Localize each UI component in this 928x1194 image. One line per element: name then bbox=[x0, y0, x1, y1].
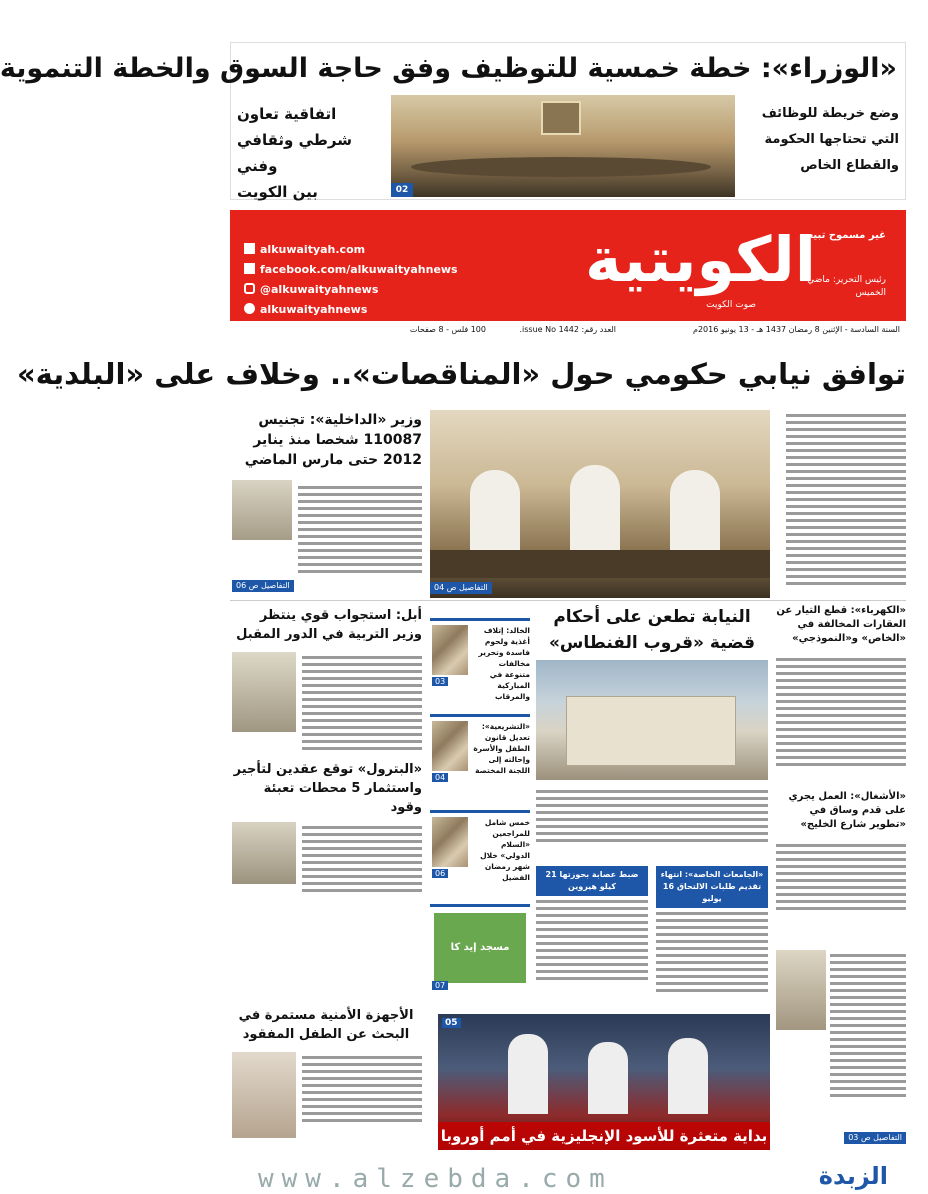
sidebar-text: الخالد: إتلاف أغذية ولحوم فاسدة وتحرير مخالفات متنوعة في المباركية والمرقاب bbox=[478, 626, 530, 701]
kahraba-story bbox=[776, 604, 906, 784]
main-details[interactable]: التفاصيل ص 04 bbox=[430, 582, 492, 594]
social-facebook[interactable] bbox=[244, 260, 484, 280]
sidebar-page: 07 bbox=[432, 981, 448, 990]
left-item: اتفاقية تعاون bbox=[237, 105, 337, 123]
social-twitter[interactable] bbox=[244, 300, 484, 320]
portrait-icon bbox=[541, 101, 581, 135]
education-story bbox=[230, 606, 422, 756]
meeting-table bbox=[430, 550, 770, 578]
masthead-logo: الكويتية bbox=[585, 223, 816, 296]
top-banner-right-items bbox=[749, 101, 899, 179]
sidebar-text: «التشريعية»: تعديل قانون الطفل والأسرة وإحالته إلى اللجنة المختصة bbox=[473, 722, 530, 775]
right-item: التي تحتاجها الحكومة bbox=[764, 132, 899, 147]
issue-line: العدد رقم: 1442 issue No. bbox=[519, 325, 616, 334]
ashghal-story bbox=[776, 790, 906, 1150]
social-instagram[interactable] bbox=[244, 280, 484, 300]
masthead-tagline: غير مسموح تبيعه bbox=[801, 230, 886, 241]
child-photo bbox=[232, 1052, 296, 1138]
blue-box-left bbox=[536, 866, 648, 996]
prosecution-title: النيابة تطعن على أحكام قضية «قروب الفنطاس» bbox=[548, 607, 756, 653]
masthead bbox=[230, 210, 906, 338]
security-text bbox=[302, 1052, 422, 1126]
masthead-info-bar bbox=[230, 320, 906, 338]
education-text bbox=[302, 652, 422, 754]
right-item: والقطاع الخاص bbox=[800, 158, 899, 173]
player-figure bbox=[508, 1034, 548, 1114]
blue-left-title: ضبط عصابة بحوزتها 21 كيلو هيروين bbox=[536, 866, 648, 896]
kahraba-title: «الكهرباء»: قطع التيار عن العقارات المخالفة في «الخاص» و«النموذجي» bbox=[776, 605, 906, 644]
education-title: أبل: استجواب قوي ينتظر وزير التربية في الدور المقبل bbox=[236, 608, 422, 642]
social-links bbox=[244, 240, 484, 320]
official-figure bbox=[670, 470, 720, 550]
footer-logo: الزبدة bbox=[818, 1162, 888, 1190]
security-story bbox=[230, 1006, 422, 1146]
player-figure bbox=[588, 1042, 628, 1114]
sidebar-photo bbox=[432, 625, 468, 675]
masthead-logo-block bbox=[536, 216, 896, 316]
sports-story bbox=[438, 1014, 770, 1150]
footer bbox=[208, 1160, 928, 1193]
court-photo bbox=[536, 660, 768, 780]
top-banner bbox=[0, 42, 906, 201]
petrol-photo bbox=[232, 822, 296, 884]
sidebar bbox=[430, 618, 530, 990]
blue-right-text bbox=[656, 912, 768, 992]
ashghal-text-2 bbox=[830, 950, 906, 1101]
sidebar-item[interactable] bbox=[430, 618, 530, 710]
security-title: الأجهزة الأمنية مستمرة في البحث عن الطفل المفقود bbox=[238, 1008, 414, 1042]
sidebar-text: خمس شامل للمراجعين «السلام الدولي» خلال شهر رمضان الفضيل bbox=[480, 818, 530, 882]
date-line: السنة السادسة - الإثنين 8 رمضان 1437 هـ - 13 يونيو 2016م bbox=[692, 325, 900, 334]
petrol-title: «البترول» توقع عقدين لتأجير واستثمار 5 محطات تعبئة وقود bbox=[233, 762, 422, 815]
twitter-icon bbox=[244, 303, 255, 314]
footer-url[interactable]: www.alzebda.com bbox=[258, 1164, 613, 1194]
top-banner-photo bbox=[391, 95, 735, 197]
blue-box-right bbox=[656, 866, 768, 996]
page-ref-badge: 02 bbox=[391, 183, 413, 197]
education-photo bbox=[232, 652, 296, 732]
interior-details[interactable]: التفاصيل ص 06 bbox=[232, 580, 294, 592]
prosecution-text bbox=[536, 786, 768, 846]
ad-text: مسجد إيد كا bbox=[450, 942, 510, 953]
social-web[interactable] bbox=[244, 240, 484, 260]
petrol-text bbox=[302, 822, 422, 896]
interior-photo bbox=[232, 480, 292, 540]
building-shape bbox=[566, 696, 736, 766]
price-line: 100 فلس - 8 صفحات bbox=[409, 325, 486, 334]
social-web-text: alkuwaityah.com bbox=[260, 243, 366, 256]
ashghal-text bbox=[776, 840, 906, 914]
official-figure bbox=[570, 465, 620, 550]
main-story-right bbox=[786, 410, 906, 598]
right-item: وضع خريطة للوظائف bbox=[761, 106, 899, 121]
prosecution-story bbox=[536, 604, 768, 1000]
home-icon bbox=[244, 243, 255, 254]
main-story-text bbox=[786, 414, 906, 585]
masthead-editor: رئيس التحرير: ماضي الخميس bbox=[807, 275, 886, 298]
social-twitter-text: alkuwaityahnews bbox=[260, 303, 368, 316]
sidebar-page: 04 bbox=[432, 773, 448, 782]
social-facebook-text: facebook.com/alkuwaityahnews bbox=[260, 263, 458, 276]
left-item: بين الكويت bbox=[237, 183, 318, 201]
sidebar-photo bbox=[432, 721, 468, 771]
social-instagram-text: @alkuwaityahnews bbox=[260, 283, 379, 296]
left-item: شرطي وثقافي وفني bbox=[237, 131, 352, 175]
official-figure bbox=[470, 470, 520, 550]
ashghal-photo bbox=[776, 950, 826, 1030]
sidebar-item[interactable] bbox=[430, 904, 530, 990]
blue-right-title: «الجامعات الخاصة»: انتهاء تقديم طلبات الالتحاق 16 يوليو bbox=[656, 866, 768, 908]
sidebar-item[interactable] bbox=[430, 714, 530, 806]
cabinet-table bbox=[411, 157, 711, 177]
player-figure bbox=[668, 1038, 708, 1114]
sidebar-page: 06 bbox=[432, 869, 448, 878]
sidebar-photo bbox=[432, 817, 468, 867]
sports-page: 05 bbox=[442, 1018, 461, 1028]
ashghal-details[interactable]: التفاصيل ص 03 bbox=[844, 1132, 906, 1144]
sidebar-page: 03 bbox=[432, 677, 448, 686]
interior-story bbox=[230, 410, 422, 598]
top-banner-headline: «الوزراء»: خطة خمسية للتوظيف وفق حاجة السوق والخطة التنموية bbox=[0, 53, 897, 84]
interior-title: وزير «الداخلية»: تجنيس 110087 شخصا منذ يناير 2012 حتى مارس الماضي bbox=[244, 412, 422, 468]
interior-text bbox=[298, 482, 422, 577]
ad-box bbox=[434, 913, 526, 983]
facebook-icon bbox=[244, 263, 255, 274]
blue-left-text bbox=[536, 900, 648, 980]
main-headline: توافق نيابي حكومي حول «المناقصات».. وخلاف على «البلدية» bbox=[16, 357, 906, 391]
ashghal-title: «الأشغال»: العمل يجري على قدم وساق في «تطوير شارع الخليج» bbox=[788, 791, 906, 830]
divider bbox=[230, 600, 906, 601]
petrol-story bbox=[230, 760, 422, 890]
kahraba-text bbox=[776, 654, 906, 770]
main-story-photo bbox=[430, 410, 770, 598]
sidebar-item[interactable] bbox=[430, 810, 530, 900]
instagram-icon bbox=[244, 283, 255, 294]
masthead-sub-slogan: صوت الكويت bbox=[706, 300, 756, 310]
sports-title: بداية متعثرة للأسود الإنجليزية في أمم أوروبا bbox=[438, 1122, 770, 1150]
